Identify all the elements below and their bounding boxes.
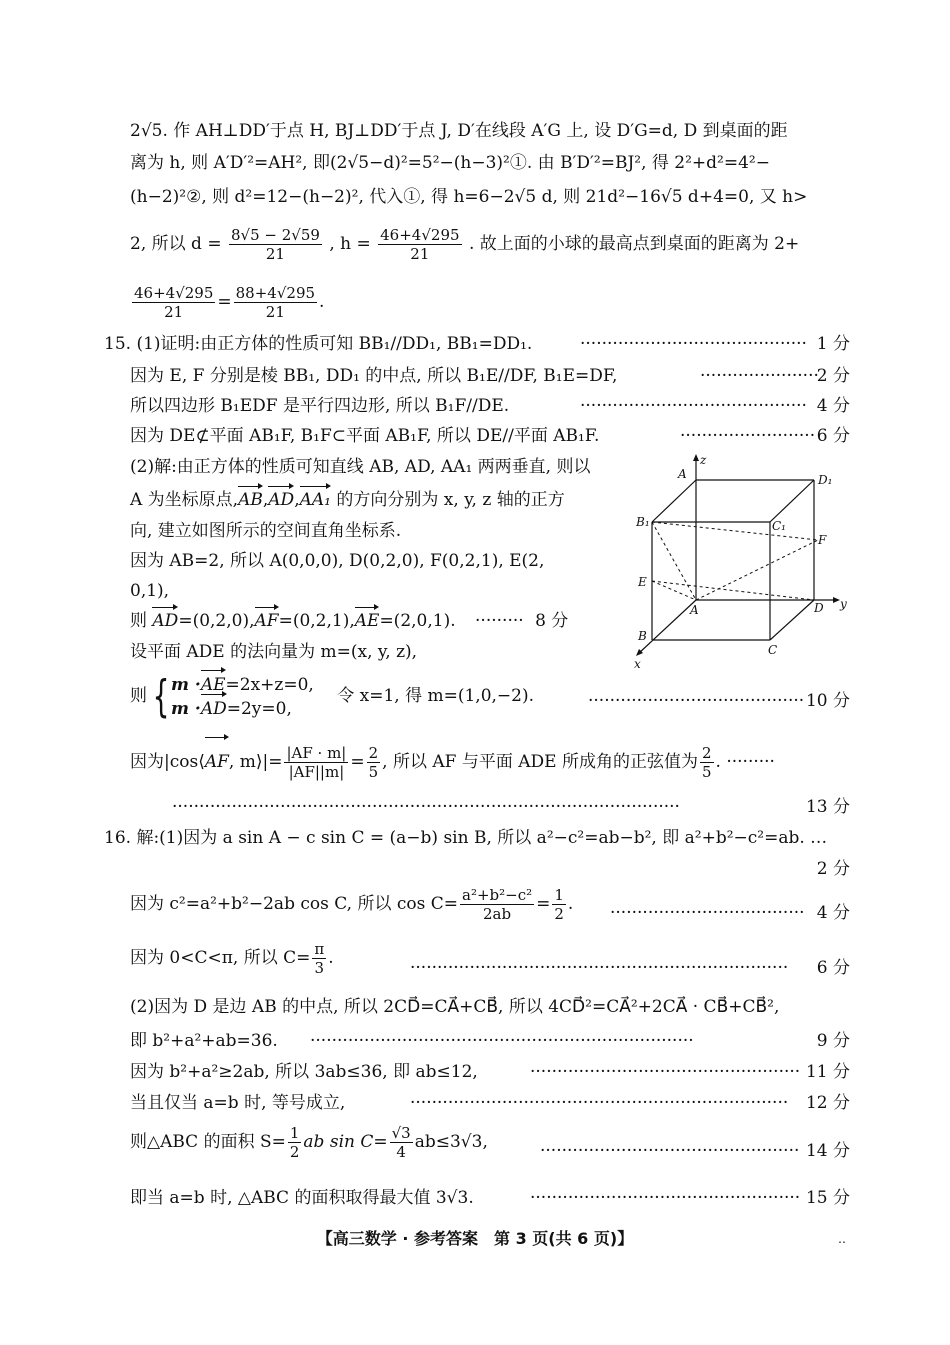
segment-b1f bbox=[652, 522, 818, 540]
text: = bbox=[536, 894, 551, 914]
q15-line-7: 向, 建立如图所示的空间直角坐标系. bbox=[130, 521, 402, 541]
label-c: C bbox=[768, 643, 778, 657]
text: 令 x=1, 得 m=(1,0,−2). bbox=[337, 686, 535, 706]
dot-leader: ················································ bbox=[540, 1141, 800, 1161]
denominator: 21 bbox=[265, 303, 285, 321]
fraction bbox=[288, 1124, 302, 1161]
q15-line-6: A 为坐标原点,AB,AD,AA₁ 的方向分别为 x, y, z 轴的正方 bbox=[130, 490, 565, 510]
score: 8 分 bbox=[535, 611, 569, 631]
dot-leader: ······························································································ bbox=[172, 797, 680, 817]
intro-line-4 bbox=[130, 222, 850, 266]
label-y: y bbox=[840, 597, 847, 611]
text: , h = bbox=[329, 234, 371, 254]
text: 则△ABC 的面积 S= bbox=[130, 1132, 286, 1152]
fraction bbox=[552, 886, 566, 923]
numerator: 1 bbox=[289, 1124, 300, 1142]
dot-leader: ························· bbox=[680, 426, 816, 446]
score: 1 分 bbox=[816, 334, 850, 354]
q15-line-4: 因为 DE⊄平面 AB₁F, B₁F⊂平面 AB₁F, 所以 DE//平面 AB₁F. bbox=[130, 426, 600, 446]
text: 因为|cos⟨ bbox=[130, 752, 205, 772]
dot-leader: ···································· bbox=[610, 903, 805, 923]
score: 11 分 bbox=[805, 1062, 850, 1082]
label-b: B bbox=[638, 629, 647, 643]
score: 14 分 bbox=[805, 1141, 850, 1161]
score: 10 分 bbox=[805, 691, 850, 711]
q15-line-8: 因为 AB=2, 所以 A(0,0,0), D(0,2,0), F(0,2,1), E(2, bbox=[130, 551, 545, 571]
fraction bbox=[390, 1124, 413, 1161]
dot-leader: ········································ bbox=[588, 691, 805, 711]
text: =(0,2,0), bbox=[178, 611, 255, 631]
fraction bbox=[367, 744, 381, 781]
text: 因为 0<C<π, 所以 C= bbox=[130, 948, 311, 968]
score: 12 分 bbox=[805, 1093, 850, 1113]
dot-leader: ·········································· bbox=[580, 396, 807, 416]
text: 2, 所以 d = bbox=[130, 234, 222, 254]
denominator: 3 bbox=[314, 959, 325, 977]
denominator: 2ab bbox=[483, 905, 512, 923]
denominator: 5 bbox=[701, 763, 712, 781]
fraction bbox=[284, 744, 348, 781]
text: 因为 c²=a²+b²−2ab cos C, 所以 cos C= bbox=[130, 894, 458, 914]
edge bbox=[770, 600, 814, 640]
q16-line-7: 当且仅当 a=b 时, 等号成立, bbox=[130, 1093, 346, 1113]
fraction bbox=[312, 940, 326, 977]
vector-ad: AD bbox=[152, 611, 179, 631]
numerator: 88+4√295 bbox=[235, 284, 316, 302]
score: 2 分 bbox=[816, 859, 850, 879]
q15-line-2: 因为 E, F 分别是棱 BB₁, DD₁ 的中点, 所以 B₁E//DF, B₁E=DF, bbox=[130, 366, 618, 386]
numerator: 1 bbox=[554, 886, 564, 904]
text: ab sin C= bbox=[303, 1132, 388, 1152]
numerator: π bbox=[314, 940, 325, 958]
text: . bbox=[328, 948, 334, 968]
vector-ae: AE bbox=[354, 611, 380, 631]
y-arrow bbox=[833, 597, 840, 603]
intro-line-3: (h−2)²②, 则 d²=12−(h−2)², 代入①, 得 h=6−2√5 d, 则 21d²−16√5 d+4=0, 又 h> bbox=[130, 187, 808, 207]
label-z: z bbox=[700, 453, 707, 467]
dot-leader: ·················································· bbox=[530, 1188, 801, 1208]
text: A 为坐标原点, bbox=[130, 490, 239, 510]
edge bbox=[770, 480, 814, 522]
equation-row bbox=[171, 673, 314, 697]
score: 9 分 bbox=[816, 1031, 850, 1051]
fraction bbox=[234, 284, 317, 321]
numerator: 8√5 − 2√59 bbox=[230, 226, 320, 244]
denominator: 21 bbox=[164, 303, 184, 321]
fraction bbox=[132, 284, 215, 321]
left-brace: { bbox=[152, 670, 170, 722]
segment-b1a bbox=[652, 522, 696, 600]
x-axis bbox=[638, 600, 696, 654]
score: 4 分 bbox=[816, 903, 850, 923]
numerator: 2 bbox=[701, 744, 712, 762]
numerator: 46+4√295 bbox=[134, 284, 214, 302]
numerator: 2 bbox=[368, 744, 379, 762]
label-d: D bbox=[814, 601, 824, 615]
numerator: a²+b²−c² bbox=[462, 886, 533, 904]
text: 则 bbox=[130, 611, 147, 631]
edge bbox=[652, 480, 696, 522]
text: m · bbox=[171, 674, 201, 695]
equation-system bbox=[171, 673, 314, 721]
fraction bbox=[460, 886, 534, 923]
q15-line-11: 设平面 ADE 的法向量为 m=(x, y, z), bbox=[130, 642, 418, 662]
text: 的方向分别为 x, y, z 轴的正方 bbox=[336, 490, 565, 510]
dot-leader: ······································································· bbox=[310, 1031, 694, 1051]
vector-ab: AB bbox=[238, 490, 263, 510]
score: 15 分 bbox=[805, 1188, 850, 1208]
dot-leader: ·········································· bbox=[580, 334, 807, 354]
q16-line-5: 即 b²+a²+ab=36. bbox=[130, 1031, 278, 1051]
equals: = bbox=[217, 292, 232, 312]
q15-line-5: (2)解:由正方体的性质可知直线 AB, AD, AA₁ 两两垂直, 则以 bbox=[130, 457, 591, 477]
label-x: x bbox=[634, 657, 641, 671]
q15-line-13 bbox=[130, 740, 850, 784]
q16-line-6: 因为 b²+a²≥2ab, 所以 3ab≤36, 即 ab≤12, bbox=[130, 1062, 478, 1082]
fraction-h bbox=[378, 226, 461, 263]
period: . bbox=[319, 292, 325, 312]
segment-ea bbox=[652, 581, 696, 600]
label-f: F bbox=[818, 533, 827, 547]
page-footer: 【高三数学 · 参考答案 第 3 页(共 6 页)】 bbox=[316, 1229, 634, 1248]
score: 2 分 bbox=[816, 366, 850, 386]
q15-line-9: 0,1), bbox=[130, 581, 170, 601]
denominator: 21 bbox=[265, 245, 285, 263]
text: =(2,0,1). bbox=[379, 611, 456, 631]
label-b1: B₁ bbox=[636, 515, 650, 529]
dot-leader: ······································································ bbox=[410, 1093, 789, 1113]
vector-ad: AD bbox=[200, 698, 227, 719]
dot-leader: ······································································ bbox=[410, 958, 789, 978]
score: 4 分 bbox=[816, 396, 850, 416]
text: . bbox=[567, 894, 574, 914]
dot-leader: ········· bbox=[475, 611, 524, 631]
text: . 故上面的小球的最高点到桌面的距离为 2+ bbox=[468, 234, 800, 254]
vector-aa1: AA₁ bbox=[299, 490, 331, 510]
label-c1: C₁ bbox=[772, 519, 786, 533]
intro-line-5 bbox=[130, 280, 850, 324]
cube-coordinate-figure bbox=[630, 452, 860, 672]
segment-ed bbox=[652, 581, 814, 600]
intro-line-1: 2√5. 作 AH⊥DD′于点 H, BJ⊥DD′于点 J, D′在线段 A′G 上, 设 D′G=d, D 到桌面的距 bbox=[130, 121, 788, 141]
segment-af bbox=[696, 540, 818, 600]
dot-leader: ······················ bbox=[700, 366, 819, 386]
denominator: 4 bbox=[396, 1143, 406, 1161]
text: m · bbox=[171, 698, 201, 719]
text: . bbox=[715, 752, 721, 772]
denominator: 21 bbox=[410, 245, 430, 263]
score: 6 分 bbox=[816, 958, 850, 978]
intro-line-2: 离为 h, 则 A′D′²=AH², 即(2√5−d)²=5²−(h−3)²①. 由 B′D′²=BJ², 得 2²+d²=4²− bbox=[130, 153, 770, 173]
label-e: E bbox=[638, 575, 647, 589]
numerator: √3 bbox=[391, 1124, 411, 1142]
score: 6 分 bbox=[816, 426, 850, 446]
vector-af: AF bbox=[205, 740, 229, 784]
q16-line-9: 即当 a=b 时, △ABC 的面积取得最大值 3√3. bbox=[130, 1188, 474, 1208]
text: =2x+z=0, bbox=[225, 674, 314, 695]
text: , 所以 AF 与平面 ADE 所成角的正弦值为 bbox=[382, 752, 698, 772]
label-d1: D₁ bbox=[818, 473, 833, 487]
text: 则 bbox=[130, 686, 147, 706]
q16-line-4: (2)因为 D 是边 AB 的中点, 所以 2CD⃗=CA⃗+CB⃗, 所以 4CD⃗²=CA⃗²+2CA⃗ · CB⃗+CB⃗², bbox=[130, 997, 780, 1017]
dot-leader: ·················································· bbox=[530, 1062, 801, 1082]
score: 13 分 bbox=[805, 797, 850, 817]
dot-leader: ········· bbox=[726, 752, 775, 772]
numerator: |AF · m| bbox=[286, 744, 347, 762]
vector-ae: AE bbox=[200, 674, 226, 695]
vector-ad: AD bbox=[268, 490, 295, 510]
fraction-d bbox=[229, 226, 322, 263]
text: =(0,2,1), bbox=[278, 611, 355, 631]
q15-line-1: 15. (1)证明:由正方体的性质可知 BB₁//DD₁, BB₁=DD₁. bbox=[104, 334, 533, 354]
denominator: 5 bbox=[368, 763, 379, 781]
fraction bbox=[700, 744, 714, 781]
text: = bbox=[350, 752, 365, 772]
q16-line-1: 16. 解:(1)因为 a sin A − c sin C = (a−b) sin B, 所以 a²−c²=ab−b², 即 a²+b²−c²=ab. … bbox=[104, 828, 828, 848]
footer-mark: ‥ bbox=[838, 1232, 847, 1246]
denominator: 2 bbox=[554, 905, 564, 923]
numerator: 46+4√295 bbox=[380, 226, 460, 244]
denominator: 2 bbox=[289, 1143, 300, 1161]
denominator: |AF||m| bbox=[288, 763, 345, 781]
text: , m⟩|= bbox=[228, 752, 283, 772]
label-a: A bbox=[690, 603, 699, 617]
equation-row bbox=[171, 697, 314, 721]
text: ab≤3√3, bbox=[414, 1132, 488, 1152]
q15-line-3: 所以四边形 B₁EDF 是平行四边形, 所以 B₁F//DE. bbox=[130, 396, 510, 416]
z-arrow bbox=[693, 454, 699, 461]
vector-af: AF bbox=[254, 611, 279, 631]
text: =2y=0, bbox=[226, 698, 292, 719]
label-a1: A bbox=[678, 467, 687, 481]
